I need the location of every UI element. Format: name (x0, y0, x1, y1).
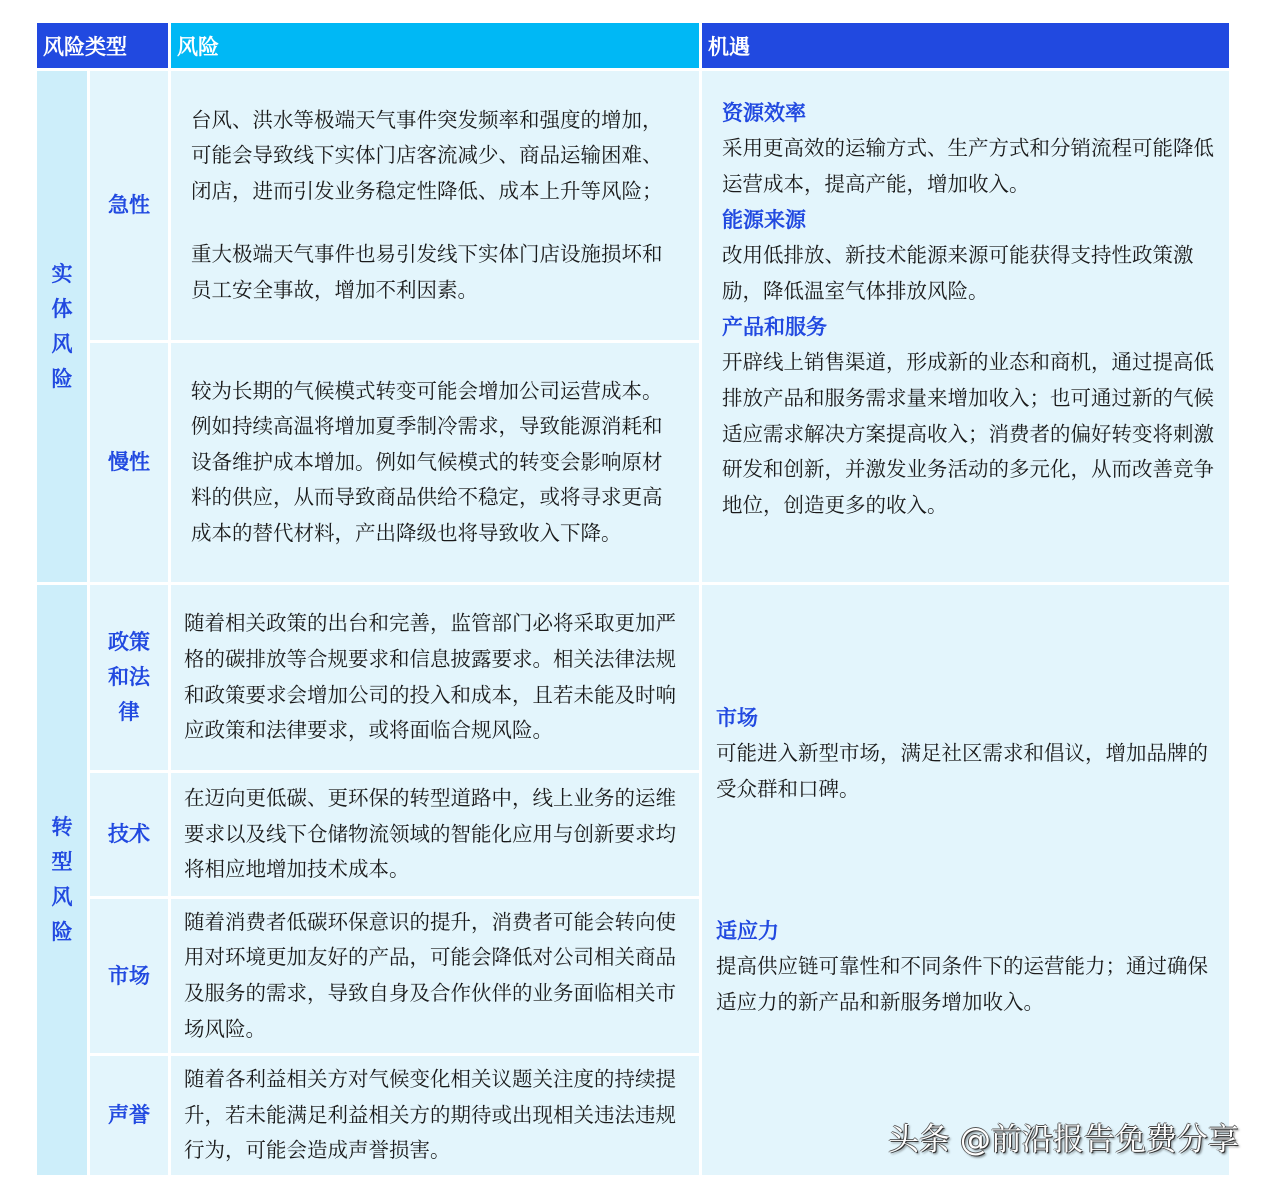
subtype-reputation (90, 1056, 168, 1175)
risk-description-acute (171, 71, 699, 340)
category-label: 转型风险 (51, 815, 73, 944)
subtype-label: 慢性 (108, 450, 150, 474)
category-transition-risk (37, 585, 87, 1175)
opportunity-title: 适应力 (716, 919, 779, 944)
risk-paragraph: 随着消费者低碳环保意识的提升，消费者可能会转向使用对环境更加友好的产品，可能会降低对公司相关商品及服务的需求，导致自身及合作伙伴的业务面临相关市场风险。 (184, 909, 676, 1041)
opportunity-title: 产品和服务 (722, 315, 827, 340)
risk-paragraph: 台风、洪水等极端天气事件突发频率和强度的增加，可能会导致线下实体门店客流减少、商品运输困难、闭店，进而引发业务稳定性降低、成本上升等风险； (191, 107, 663, 203)
subtype-chronic (90, 343, 168, 582)
subtype-label: 急性 (108, 193, 150, 217)
opportunity-text: 采用更高效的运输方式、生产方式和分销流程可能降低运营成本，提高产能，增加收入。 (722, 136, 1214, 196)
climate-risk-table (37, 23, 1229, 1175)
opportunity-text: 提高供应链可靠性和不同条件下的运营能力；通过确保适应力的新产品和新服务增加收入。 (716, 954, 1208, 1014)
risk-paragraph: 较为长期的气候模式转变可能会增加公司运营成本。例如持续高温将增加夏季制冷需求，导致能源消耗和设备维护成本增加。例如气候模式的转变会影响原材料的供应，从而导致商品供给不稳定，或将寻求更高成本的替代材料，产出降级也将导致收入下降。 (191, 378, 663, 545)
risk-description-market (171, 899, 699, 1053)
risk-paragraph: 在迈向更低碳、更环保的转型道路中，线上业务的运维要求以及线下仓储物流领域的智能化应用与创新要求均将相应地增加技术成本。 (184, 786, 676, 882)
subtype-label: 市场 (108, 963, 150, 988)
header-risk-type: 风险类型 (37, 23, 168, 68)
opportunity-text: 开辟线上销售渠道，形成新的业态和商机，通过提高低排放产品和服务需求量来增加收入；也可通过新的气候适应需求解决方案提高收入；消费者的偏好转变将刺激研发和创新，并激发业务活动的多元化，从而改善竞争地位，创造更多的收入。 (722, 350, 1214, 517)
category-physical-risk (37, 71, 87, 582)
risk-description-technology (171, 773, 699, 896)
subtype-label: 政策和法律 (108, 630, 150, 724)
risk-paragraph: 重大极端天气事件也易引发线下实体门店设施损坏和员工安全事故，增加不利因素。 (191, 242, 663, 302)
subtype-technology (90, 773, 168, 896)
category-label: 实体风险 (51, 261, 73, 391)
opportunity-title: 资源效率 (722, 101, 806, 125)
risk-description-policy-legal (171, 585, 699, 770)
opportunity-text: 可能进入新型市场，满足社区需求和倡议，增加品牌的受众群和口碑。 (716, 741, 1208, 801)
subtype-label: 技术 (108, 822, 150, 846)
opportunity-text: 改用低排放、新技术能源来源可能获得支持性政策激励，降低温室气体排放风险。 (722, 243, 1194, 303)
opportunity-title: 能源来源 (722, 208, 806, 233)
header-opportunity: 机遇 (702, 23, 1229, 68)
risk-description-chronic (171, 343, 699, 582)
opportunities-transition (702, 585, 1229, 1175)
risk-paragraph: 随着相关政策的出台和完善，监管部门必将采取更加严格的碳排放等合规要求和信息披露要求。相关法律法规和政策要求会增加公司的投入和成本，且若未能及时响应政策和法律要求，或将面临合规风险。 (184, 611, 676, 743)
subtype-label: 声誉 (108, 1103, 150, 1127)
subtype-acute (90, 71, 168, 340)
opportunity-title: 市场 (716, 706, 758, 730)
header-risk: 风险 (171, 23, 699, 68)
watermark: 头条 @前沿报告免费分享 (888, 1122, 1239, 1158)
risk-description-reputation (171, 1056, 699, 1175)
opportunities-physical (702, 71, 1229, 582)
subtype-market (90, 899, 168, 1053)
risk-paragraph: 随着各利益相关方对气候变化相关议题关注度的持续提升，若未能满足利益相关方的期待或出现相关违法违规行为，可能会造成声誉损害。 (184, 1067, 676, 1163)
subtype-policy-legal (90, 585, 168, 770)
